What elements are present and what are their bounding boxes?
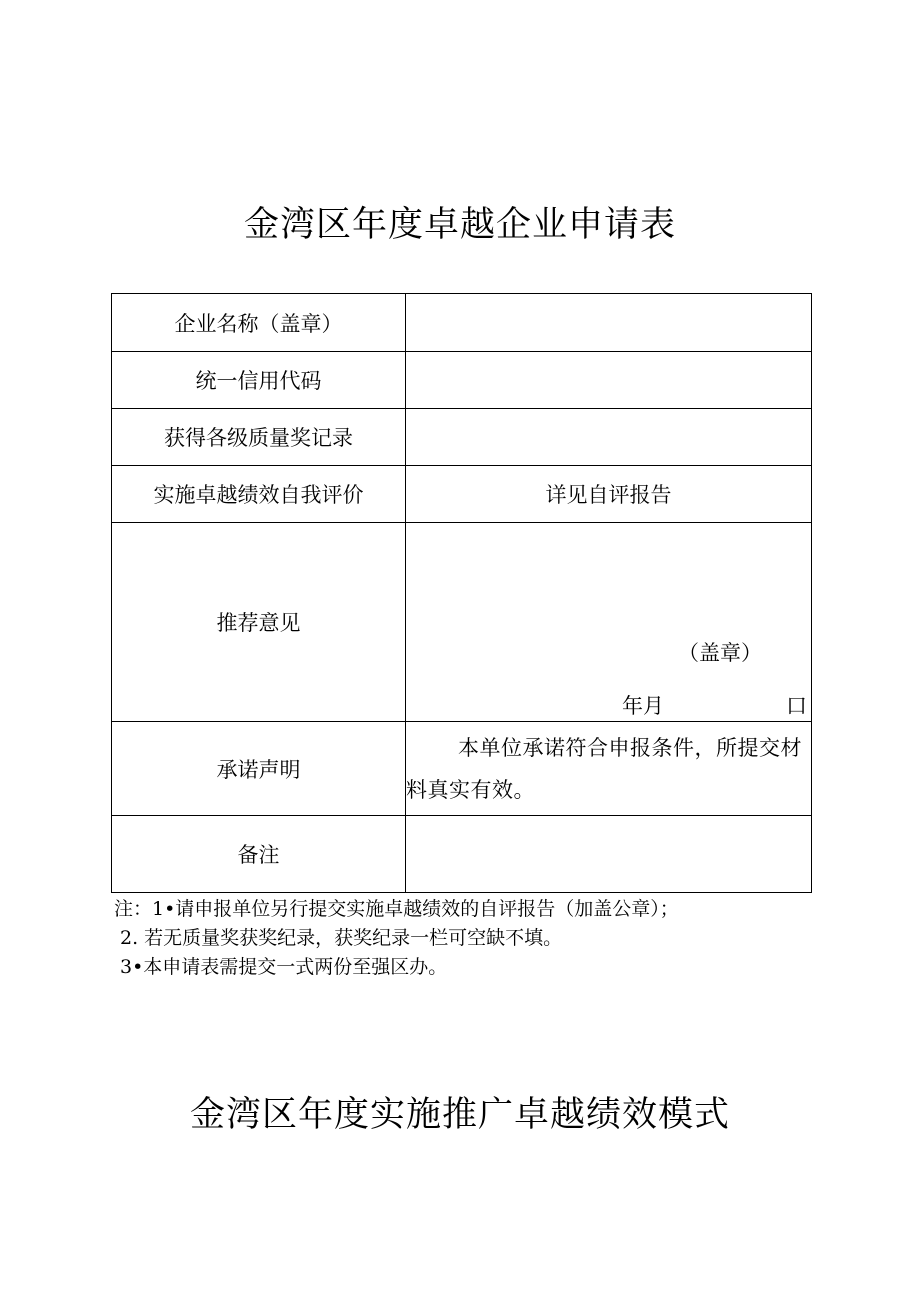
company-name-label: 企业名称（盖章） bbox=[112, 294, 406, 352]
table-row-company-name bbox=[112, 294, 812, 352]
footnote-3: 3•本申请表需提交一式两份至强区办。 bbox=[120, 956, 448, 978]
table-row-recommendation bbox=[112, 523, 812, 722]
recommendation-field[interactable] bbox=[406, 523, 812, 722]
commitment-label: 承诺声明 bbox=[112, 722, 406, 816]
application-form-table bbox=[111, 293, 812, 893]
table-row-self-evaluation bbox=[112, 466, 812, 523]
second-page-title: 金湾区年度实施推广卓越绩效模式 bbox=[189, 1095, 730, 1135]
date-day-box: 口 bbox=[786, 694, 807, 718]
footnote-1: 注：1•请申报单位另行提交实施卓越绩效的自评报告（加盖公章）； bbox=[114, 898, 679, 920]
commitment-statement bbox=[406, 722, 812, 816]
table-row-commitment bbox=[112, 722, 812, 816]
table-row-awards bbox=[112, 409, 812, 466]
recommendation-label: 推荐意见 bbox=[112, 523, 406, 722]
footnotes bbox=[114, 895, 679, 982]
remarks-label: 备注 bbox=[112, 816, 406, 893]
page-title: 金湾区年度卓越企业申请表 bbox=[243, 205, 676, 245]
awards-label: 获得各级质量奖记录 bbox=[112, 409, 406, 466]
self-evaluation-value: 详见自评报告 bbox=[406, 466, 812, 523]
credit-code-label: 统一信用代码 bbox=[112, 352, 406, 409]
awards-field[interactable] bbox=[406, 409, 812, 466]
credit-code-field[interactable] bbox=[406, 352, 812, 409]
table-row-remarks bbox=[112, 816, 812, 893]
commitment-text: 本单位承诺符合申报条件，所提交材料真实有效。 bbox=[406, 735, 802, 802]
date-year-month: 年月 bbox=[622, 694, 664, 718]
footnote-2: 2. 若无质量奖获奖纪录，获奖纪录一栏可空缺不填。 bbox=[120, 927, 563, 949]
company-name-field[interactable] bbox=[406, 294, 812, 352]
table-row-credit-code bbox=[112, 352, 812, 409]
remarks-field[interactable] bbox=[406, 816, 812, 893]
seal-placeholder: （盖章） bbox=[678, 641, 762, 665]
self-evaluation-label: 实施卓越绩效自我评价 bbox=[112, 466, 406, 523]
